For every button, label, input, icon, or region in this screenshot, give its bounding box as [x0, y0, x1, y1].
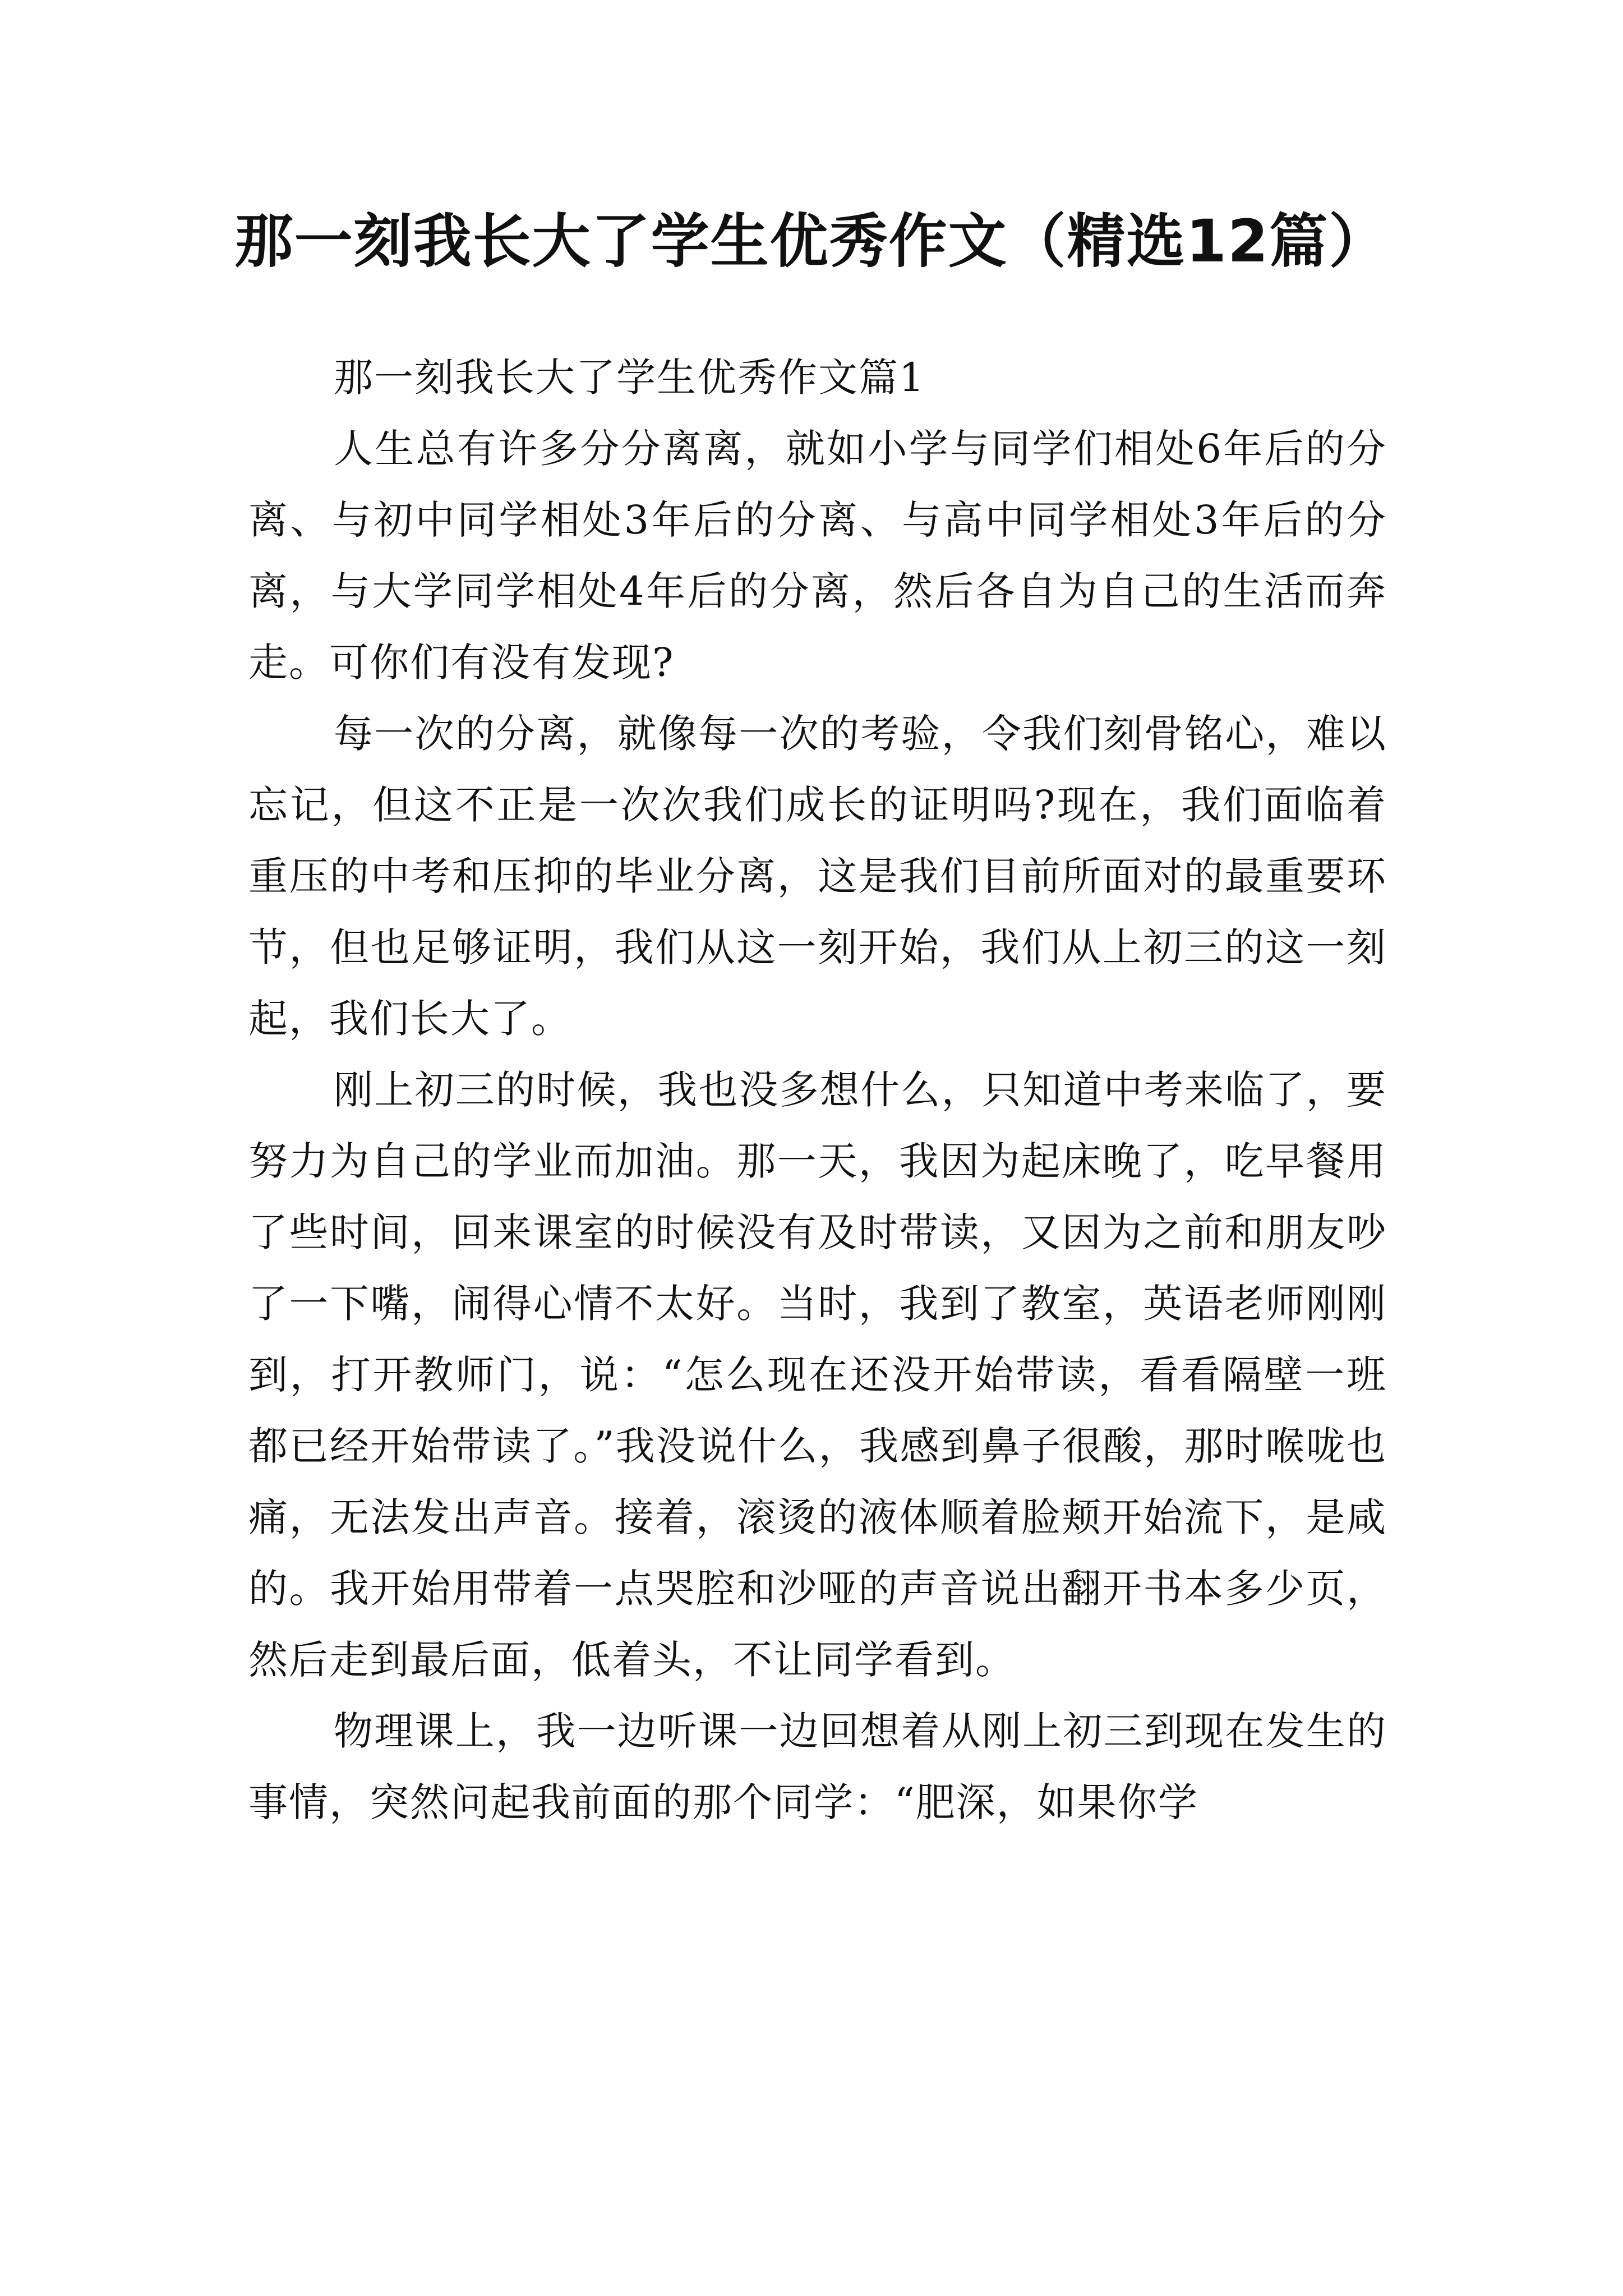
- document-body: [248, 342, 1387, 1838]
- paragraph: 每一次的分离，就像每一次的考验，令我们刻骨铭心，难以忘记，但这不正是一次次我们成长的证明吗?现在，我们面临着重压的中考和压抑的毕业分离，这是我们目前所面对的最重要环节，但也足够证明，我们从这一刻开始，我们从上初三的这一刻起，我们长大了。: [248, 711, 1387, 1042]
- paragraph: 刚上初三的时候，我也没多想什么，只知道中考来临了，要努力为自己的学业而加油。那一天，我因为起床晚了，吃早餐用了些时间，回来课室的时候没有及时带读，又因为之前和朋友吵了一下嘴，闹得心情不太好。当时，我到了教室，英语老师刚刚到，打开教师门，说：“怎么现在还没开始带读，看看隔壁一班都已经开始带读了。”我没说什么，我感到鼻子很酸，那时喉咙也痛，无法发出声音。接着，滚烫的液体顺着脸颊开始流下，是咸的。我开始用带着一点哭腔和沙哑的声音说出翻开书本多少页，然后走到最后面，低着头，不让同学看到。: [248, 1067, 1387, 1683]
- section-heading: 那一刻我长大了学生优秀作文篇1: [334, 355, 925, 401]
- paragraph: 物理课上，我一边听课一边回想着从刚上初三到现在发生的事情，突然问起我前面的那个同学：“肥深，如果你学: [248, 1708, 1387, 1825]
- document-title: 那一刻我长大了学生优秀作文（精选12篇）: [234, 207, 1389, 275]
- paragraph: 人生总有许多分分离离，就如小学与同学们相处6年后的分离、与初中同学相处3年后的分离、与高中同学相处3年后的分离，与大学同学相处4年后的分离，然后各自为自己的生活而奔走。可你们有没有发现?: [248, 426, 1387, 685]
